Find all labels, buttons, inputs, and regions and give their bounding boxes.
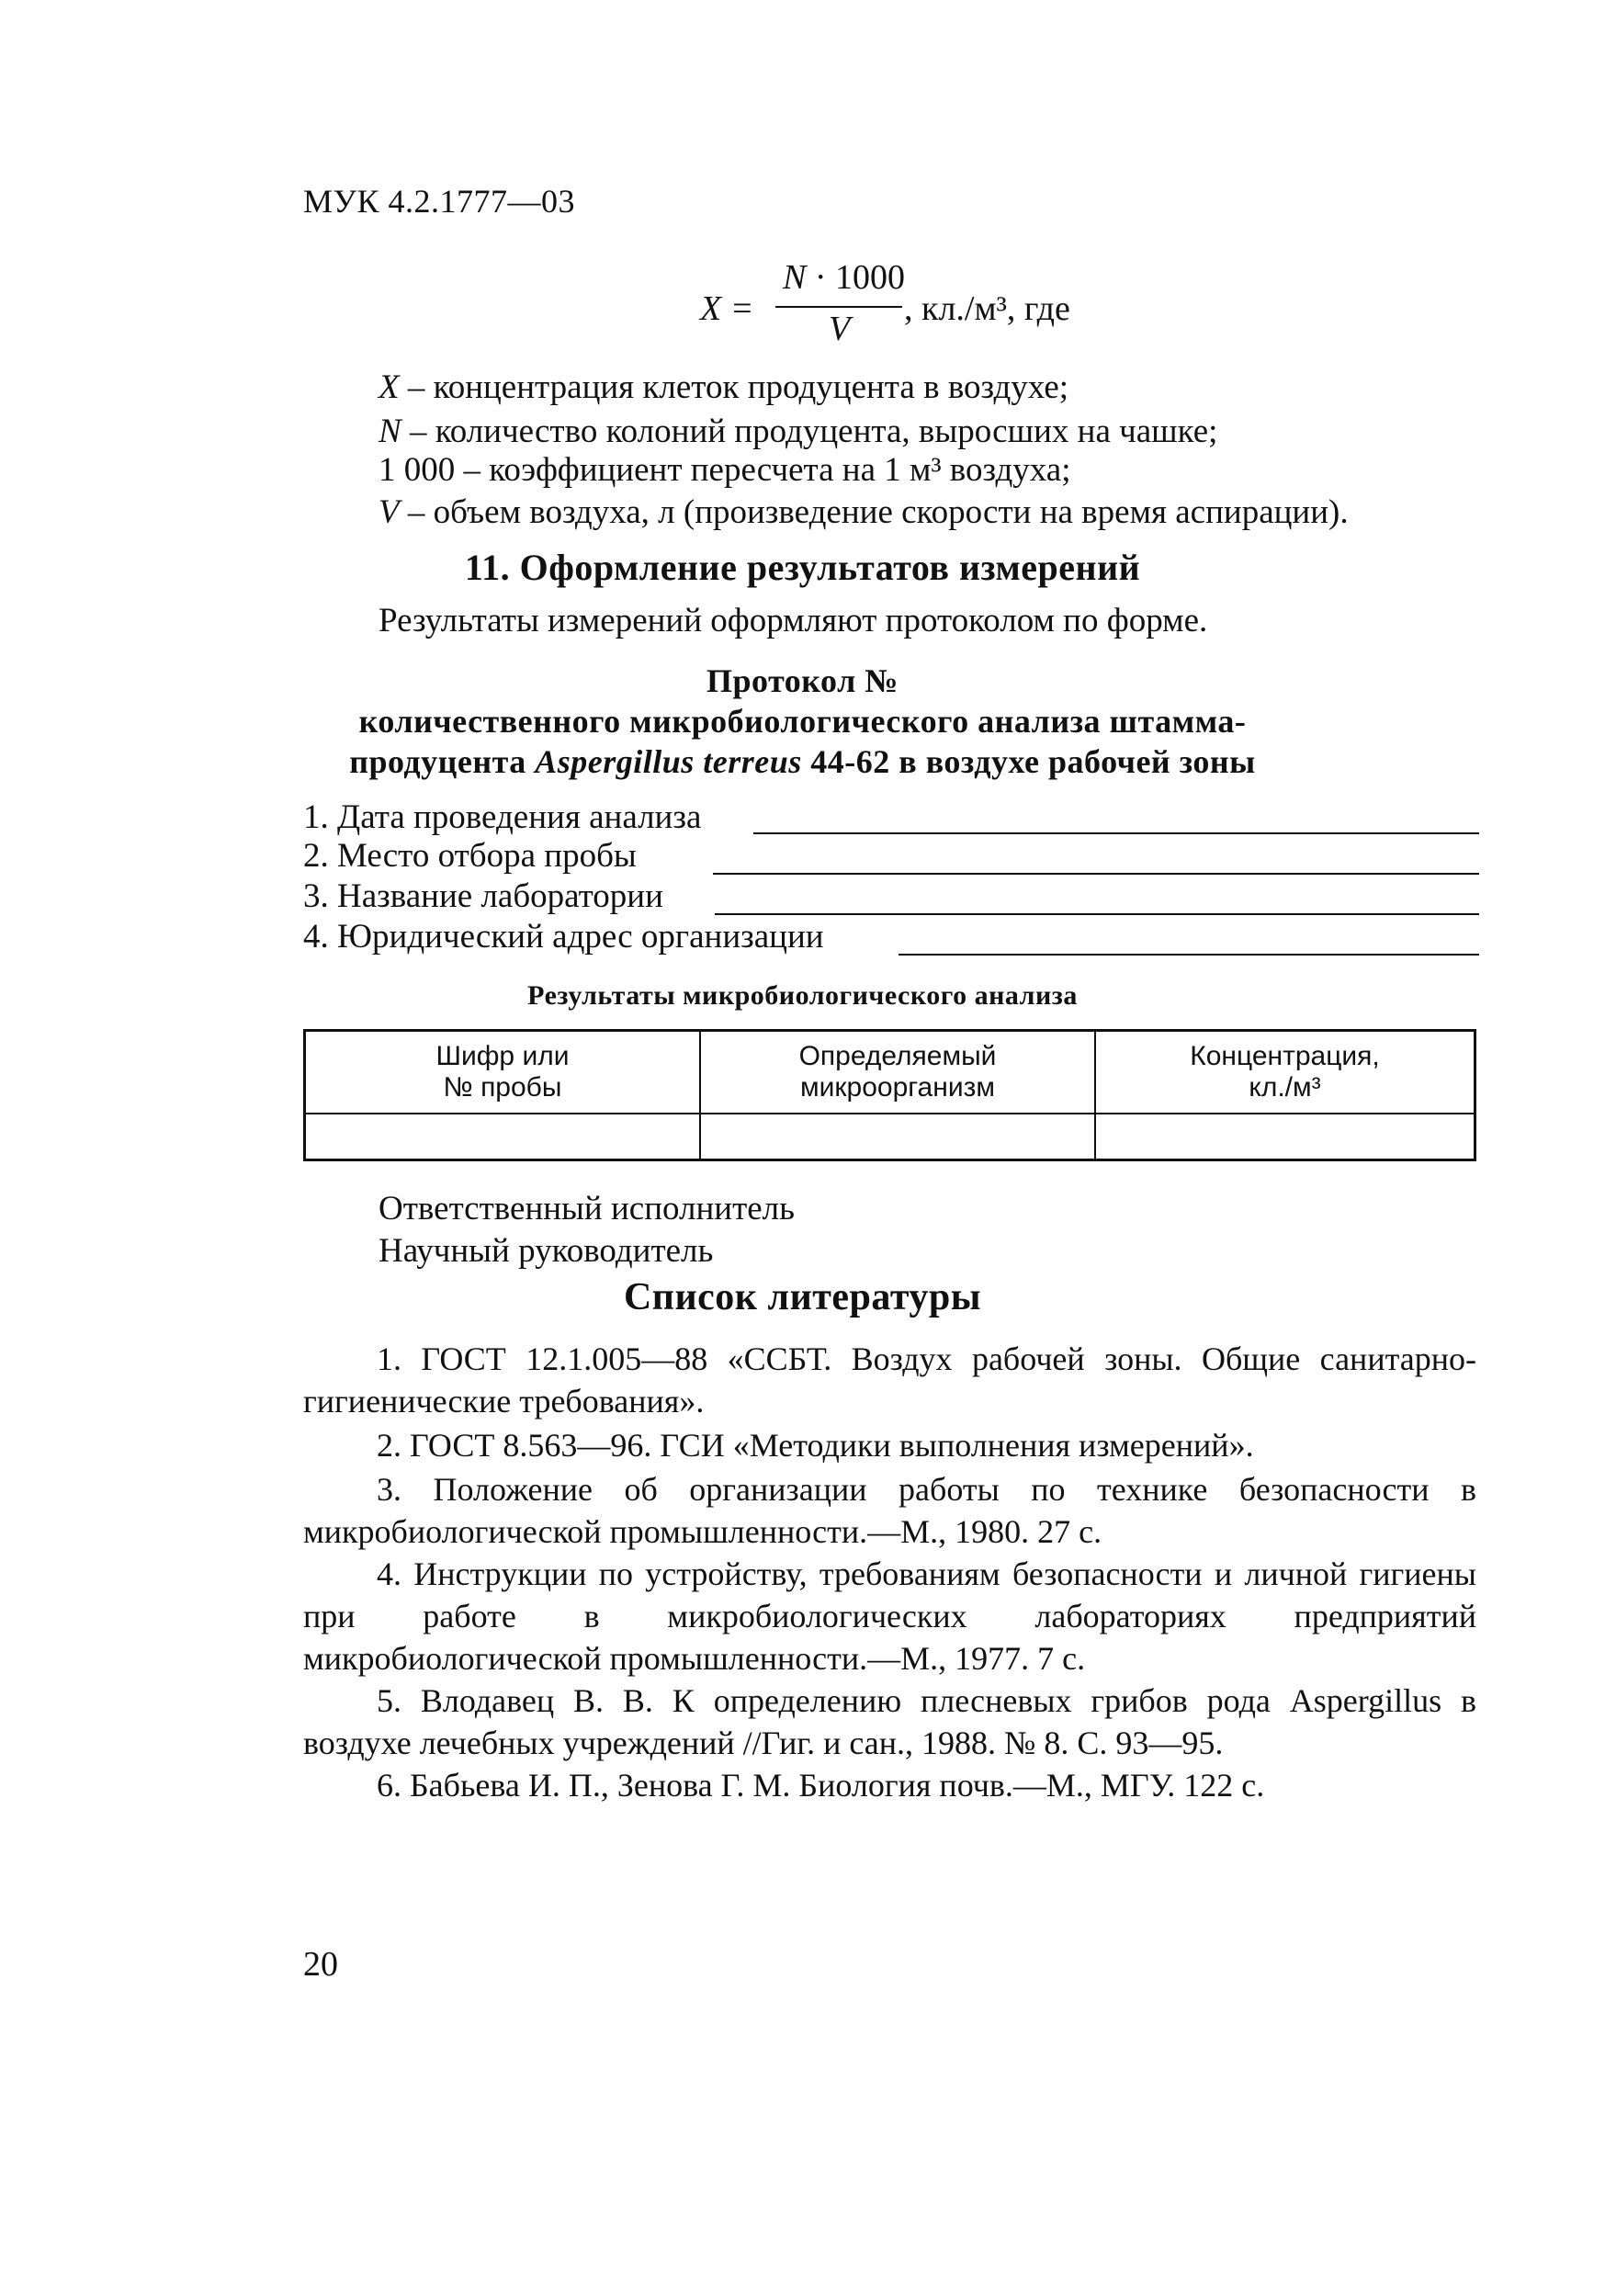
field-line-lab[interactable] <box>715 913 1479 915</box>
definition-x <box>379 368 1068 408</box>
table-row <box>305 1114 1475 1160</box>
column-header-line: микроорганизм <box>800 1072 995 1103</box>
literature-item: 1. ГОСТ 12.1.005—88 «ССБТ. Воздух рабочей зоны. Общие санитарно-гигиенические требования». <box>303 1340 1476 1419</box>
protocol-subtitle-pre: продуцента <box>349 743 536 780</box>
column-header-line: Концентрация, <box>1190 1041 1380 1071</box>
literature-title: Список литературы <box>623 1276 982 1318</box>
definition-symbol: X <box>379 368 400 406</box>
literature-item: 2. ГОСТ 8.563—96. ГСИ «Методики выполнения измерений». <box>377 1427 1254 1464</box>
field-line-date[interactable] <box>753 832 1479 834</box>
column-header-line: Определяемый <box>798 1041 997 1071</box>
field-label-place: 2. Место отбора пробы <box>303 837 637 875</box>
definition-symbol: N <box>379 413 401 450</box>
protocol-title: Протокол № <box>706 662 899 699</box>
formula-lhs: X = <box>700 289 754 328</box>
definition-text: – объем воздуха, л (произведение скорости на время аспирации). <box>399 493 1349 531</box>
definition-text: – концентрация клеток продуцента в воздухе; <box>399 368 1069 406</box>
results-title: Результаты микробиологического анализа <box>527 980 1078 1011</box>
column-header-line: № пробы <box>443 1072 562 1103</box>
definition-v <box>379 492 1349 533</box>
protocol-subtitle-1: количественного микробиологического анализа штамма- <box>358 703 1247 740</box>
table-cell[interactable] <box>305 1114 701 1160</box>
definition-n <box>379 412 1217 452</box>
signature-executor: Ответственный исполнитель <box>379 1190 795 1227</box>
literature-item: 6. Бабьева И. П., Зенова Г. М. Биология почв.—М., МГУ. 122 с. <box>377 1767 1265 1804</box>
page-number: 20 <box>303 1945 338 1984</box>
column-header <box>700 1031 1095 1114</box>
column-header-line: кл./м³ <box>1249 1072 1321 1103</box>
definition-text: – количество колоний продуцента, выросших на чашке; <box>401 413 1218 450</box>
formula-numerator-var: N <box>783 258 807 297</box>
field-label-date: 1. Дата проведения анализа <box>303 798 702 836</box>
literature-item: 3. Положение об организации работы по технике безопасности в микробиологической промышленности.—М., 1980. 27 с. <box>303 1471 1476 1550</box>
signature-supervisor: Научный руководитель <box>379 1232 714 1270</box>
field-line-place[interactable] <box>713 873 1479 875</box>
definition-symbol: V <box>379 493 400 531</box>
formula <box>700 257 1435 358</box>
organism-name: Aspergillus terreus <box>535 743 802 780</box>
results-table <box>303 1029 1476 1161</box>
document-code: МУК 4.2.1777—03 <box>303 183 576 220</box>
column-header-line: Шифр или <box>435 1041 570 1071</box>
protocol-subtitle-2 <box>0 742 1605 781</box>
fraction-bar <box>775 306 902 308</box>
column-header <box>1095 1031 1475 1114</box>
formula-rhs: , кл./м³, где <box>904 289 1070 328</box>
field-label-address: 4. Юридический адрес организации <box>303 918 824 956</box>
definition-1000 <box>379 450 1071 491</box>
literature-item: 4. Инструкции по устройству, требованиям безопасности и личной гигиены при работе в микробиологических лабораториях предприятий микробиологической промышленности.—М., 1977. 7 с. <box>303 1555 1476 1677</box>
table-cell[interactable] <box>1095 1114 1475 1160</box>
field-label-lab: 3. Название лаборатории <box>303 877 663 915</box>
definition-text: 1 000 – коэффициент пересчета на 1 м³ воздуха; <box>379 451 1071 489</box>
formula-numerator <box>783 257 905 298</box>
table-header-row <box>305 1031 1475 1114</box>
section-title: 11. Оформление результатов измерений <box>464 547 1141 588</box>
literature-item: 5. Влодавец В. В. К определению плесневых грибов рода Aspergillus в воздухе лечебных учреждений //Гиг. и сан., 1988. № 8. С. 93—95. <box>303 1682 1476 1761</box>
column-header <box>305 1031 701 1114</box>
section-intro: Результаты измерений оформляют протоколом по форме. <box>379 602 1208 639</box>
table-cell[interactable] <box>700 1114 1095 1160</box>
field-line-address[interactable] <box>899 954 1479 956</box>
formula-numerator-rest: · 1000 <box>806 258 906 297</box>
formula-denominator: V <box>829 310 851 348</box>
protocol-subtitle-post: 44-62 в воздухе рабочей зоны <box>801 743 1256 780</box>
